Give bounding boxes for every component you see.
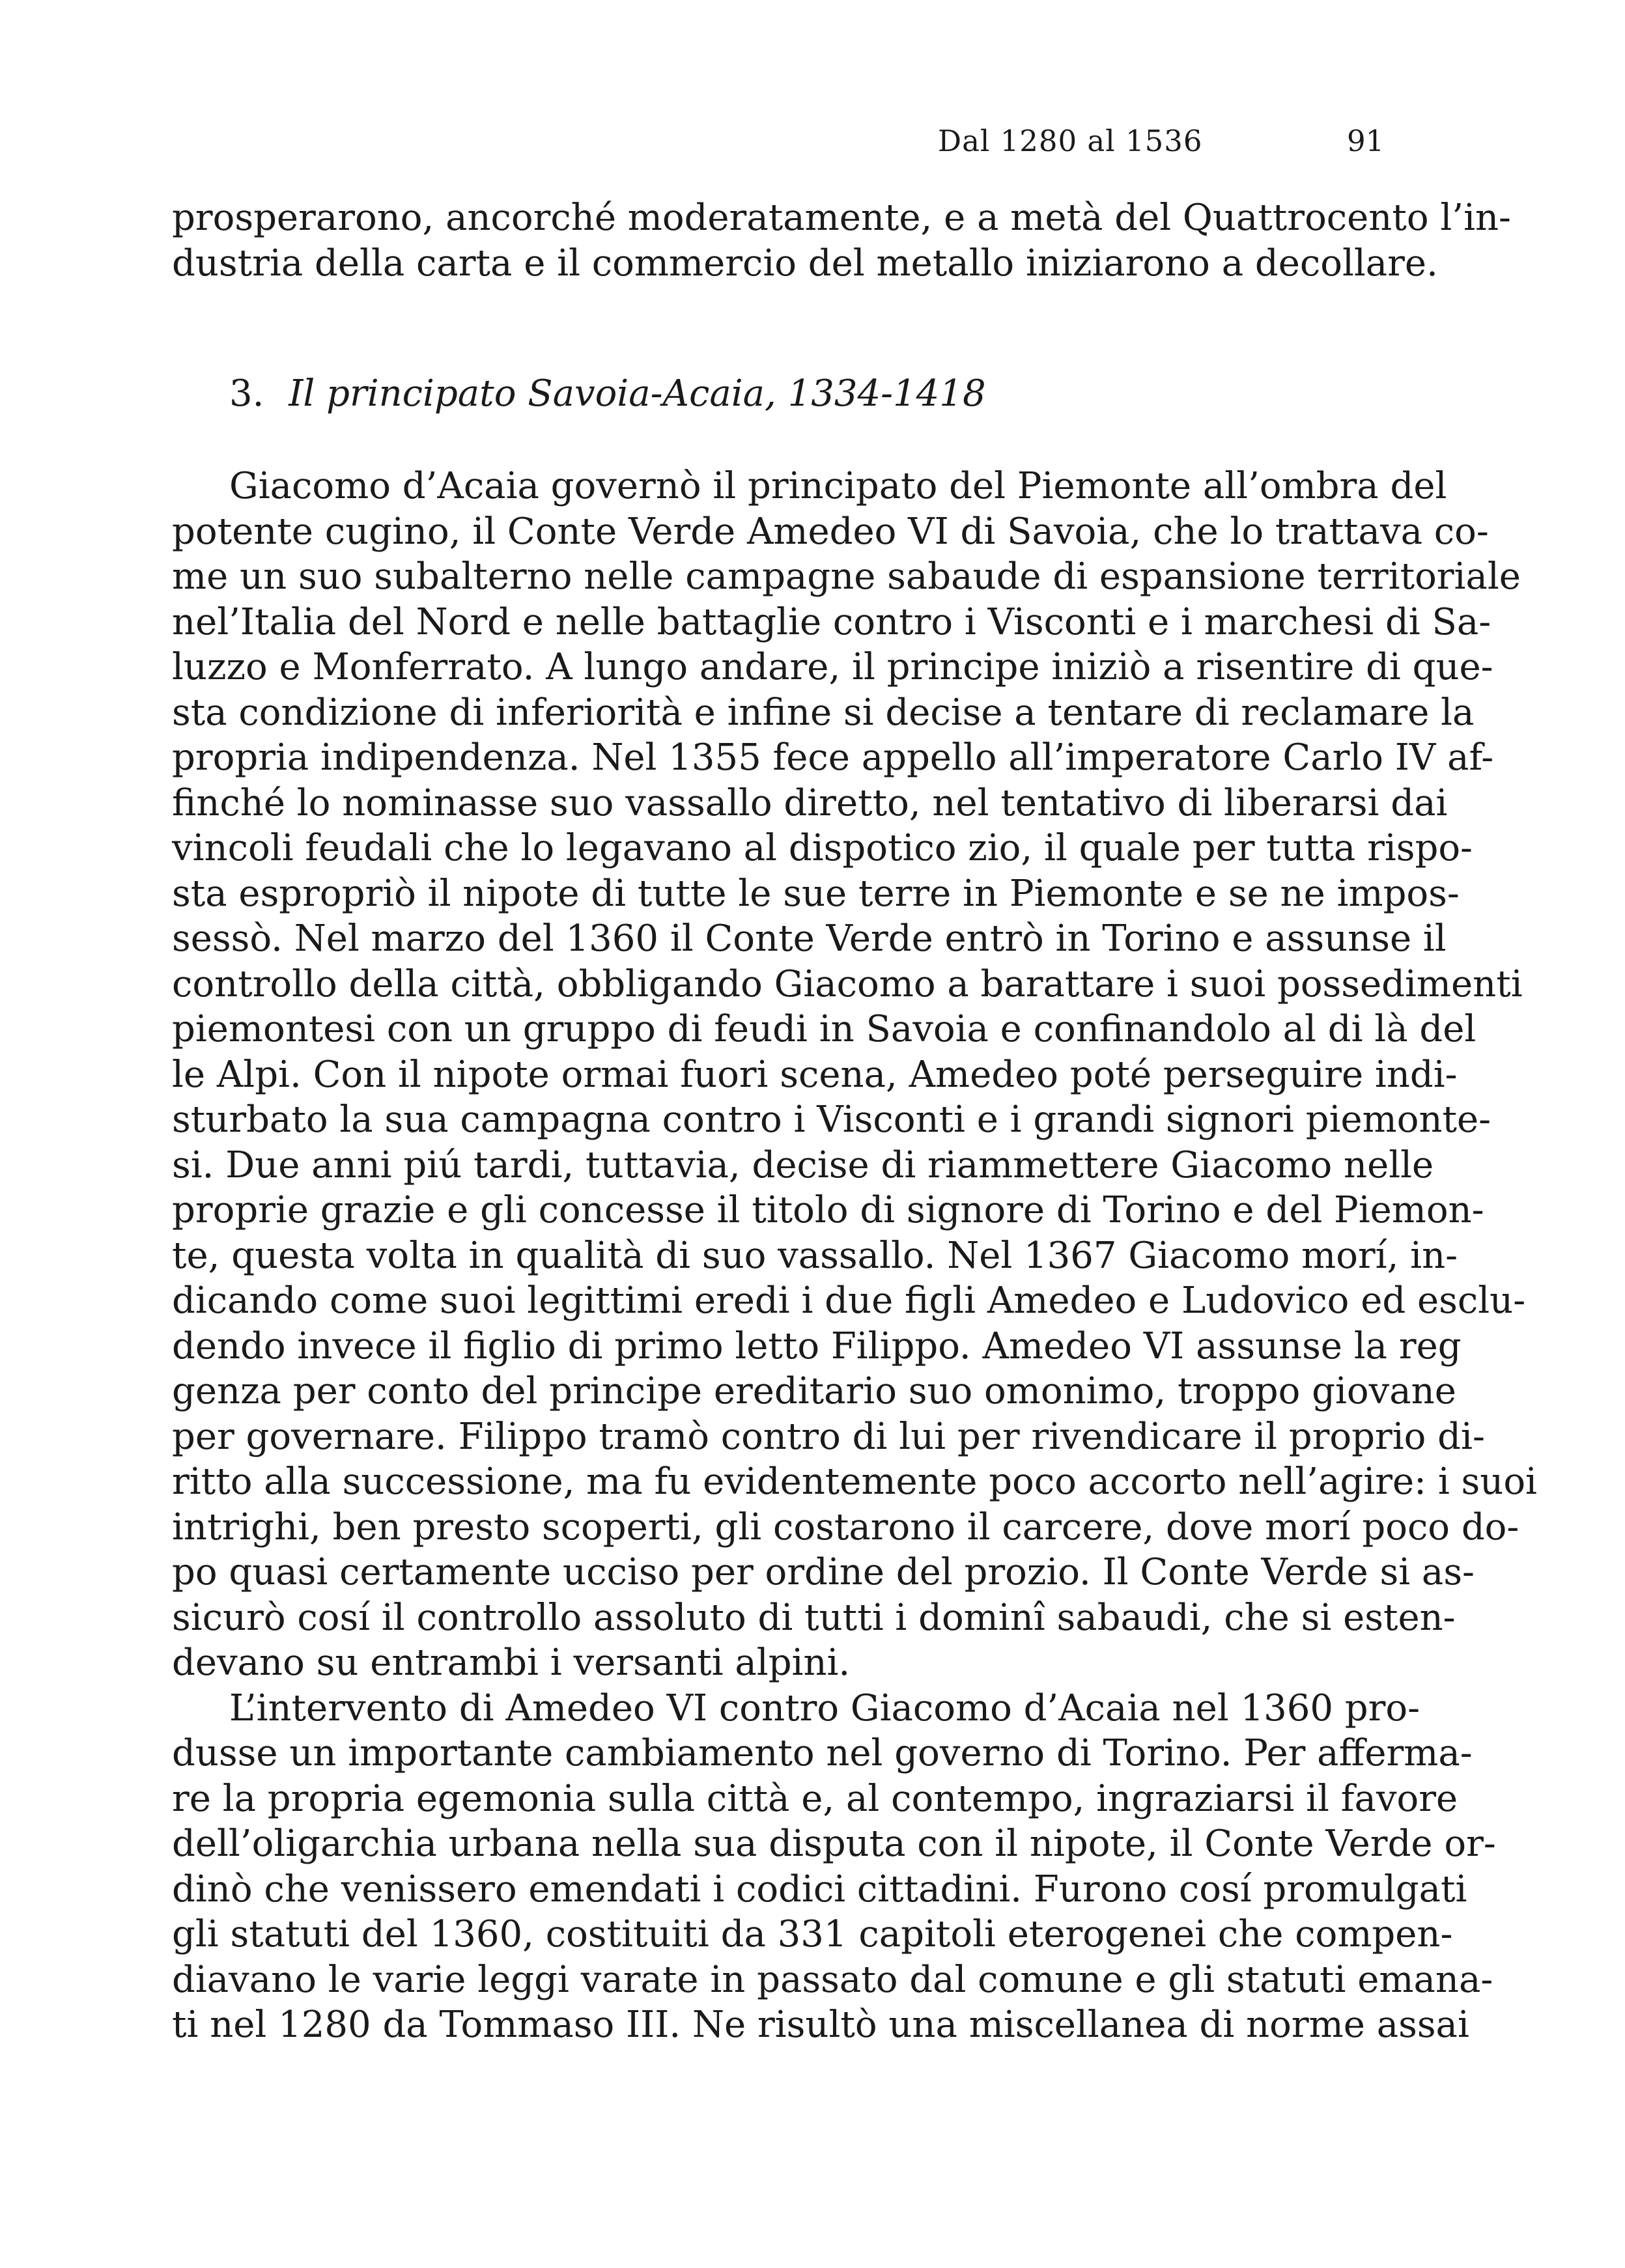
- text-line: Giacomo d’Acaia governò il principato del Piemonte all’ombra del: [229, 465, 1447, 507]
- text-line: intrighi, ben presto scoperti, gli costarono il carcere, dove morí poco do-: [172, 1505, 1519, 1548]
- text-line: prosperarono, ancorché moderatamente, e a metà del Quattrocento l’in-: [172, 197, 1511, 239]
- text-line: controllo della città, obbligando Giacomo a barattare i suoi possedimenti: [172, 962, 1523, 1005]
- text-line: me un suo subalterno nelle campagne sabaude di espansione territoriale: [172, 555, 1521, 598]
- text-line: luzzo e Monferrato. A lungo andare, il principe iniziò a risentire di que-: [172, 646, 1493, 688]
- text-line: piemontesi con un gruppo di feudi in Savoia e confinandolo al di là del: [172, 1008, 1477, 1050]
- section-heading: [229, 372, 986, 415]
- text-line: sessò. Nel marzo del 1360 il Conte Verde entrò in Torino e assunse il: [172, 917, 1447, 960]
- text-line: sta condizione di inferiorità e infine si decise a tentare di reclamare la: [172, 691, 1475, 734]
- text-line: propria indipendenza. Nel 1355 fece appello all’imperatore Carlo IV af-: [172, 736, 1494, 779]
- text-line: sta espropriò il nipote di tutte le sue terre in Piemonte e se ne impos-: [172, 872, 1460, 915]
- text-line: po quasi certamente ucciso per ordine del prozio. Il Conte Verde si as-: [172, 1551, 1475, 1593]
- section-title: Il principato Savoia-Acaia, 1334-1418: [289, 372, 986, 415]
- text-line: genza per conto del principe ereditario suo omonimo, troppo giovane: [172, 1370, 1456, 1412]
- text-line: dicando come suoi legittimi eredi i due figli Amedeo e Ludovico ed esclu-: [172, 1280, 1526, 1322]
- paragraph-2: [172, 1686, 1496, 2048]
- text-line: si. Due anni piú tardi, tuttavia, decise di riammettere Giacomo nelle: [172, 1143, 1434, 1186]
- text-line: potente cugino, il Conte Verde Amedeo VI di Savoia, che lo trattava co-: [172, 510, 1489, 553]
- text-line: sicurò cosí il controllo assoluto di tutti i dominî sabaudi, che si esten-: [172, 1596, 1456, 1639]
- section-number: 3.: [229, 372, 264, 415]
- text-line: dusse un importante cambiamento nel governo di Torino. Per afferma-: [172, 1732, 1473, 1774]
- text-line: proprie grazie e gli concesse il titolo di signore di Torino e del Piemon-: [172, 1189, 1484, 1231]
- text-line: te, questa volta in qualità di suo vassallo. Nel 1367 Giacomo morí, in-: [172, 1234, 1458, 1277]
- text-line: gli statuti del 1360, costituiti da 331 capitoli eterogenei che compen-: [172, 1913, 1453, 1955]
- page-number: 91: [1347, 124, 1385, 158]
- text-line: devano su entrambi i versanti alpini.: [172, 1642, 851, 1684]
- text-line: ritto alla successione, ma fu evidentemente poco accorto nell’agire: i suoi: [172, 1461, 1537, 1503]
- text-line: sturbato la sua campagna contro i Visconti e i grandi signori piemonte-: [172, 1099, 1491, 1141]
- running-head: Dal 1280 al 1536: [938, 124, 1203, 158]
- text-line: dinò che venissero emendati i codici cittadini. Furono cosí promulgati: [172, 1868, 1467, 1911]
- text-line: dustria della carta e il commercio del metallo iniziarono a decollare.: [172, 242, 1438, 285]
- text-line: L’intervento di Amedeo VI contro Giacomo d’Acaia nel 1360 pro-: [229, 1687, 1420, 1729]
- text-line: per governare. Filippo tramò contro di lui per rivendicare il proprio di-: [172, 1415, 1485, 1458]
- body-text: [172, 464, 1537, 2048]
- text-line: dell’oligarchia urbana nella sua disputa con il nipote, il Conte Verde or-: [172, 1823, 1496, 1865]
- text-line: ti nel 1280 da Tommaso III. Ne risultò una miscellanea di norme assai: [172, 2004, 1469, 2046]
- text-line: diavano le varie leggi varate in passato dal comune e gli statuti emana-: [172, 1958, 1493, 2001]
- intro-paragraph: [172, 195, 1511, 286]
- paragraph-1: [172, 464, 1537, 1686]
- text-line: le Alpi. Con il nipote ormai fuori scena, Amedeo poté perseguire indi-: [172, 1053, 1458, 1096]
- text-line: dendo invece il figlio di primo letto Filippo. Amedeo VI assunse la reg: [172, 1324, 1462, 1367]
- text-line: vincoli feudali che lo legavano al dispotico zio, il quale per tutta rispo-: [172, 827, 1473, 869]
- text-line: finché lo nominasse suo vassallo diretto, nel tentativo di liberarsi dai: [172, 781, 1448, 824]
- text-line: nel’Italia del Nord e nelle battaglie contro i Visconti e i marchesi di Sa-: [172, 600, 1491, 643]
- text-line: re la propria egemonia sulla città e, al contempo, ingraziarsi il favore: [172, 1777, 1458, 1820]
